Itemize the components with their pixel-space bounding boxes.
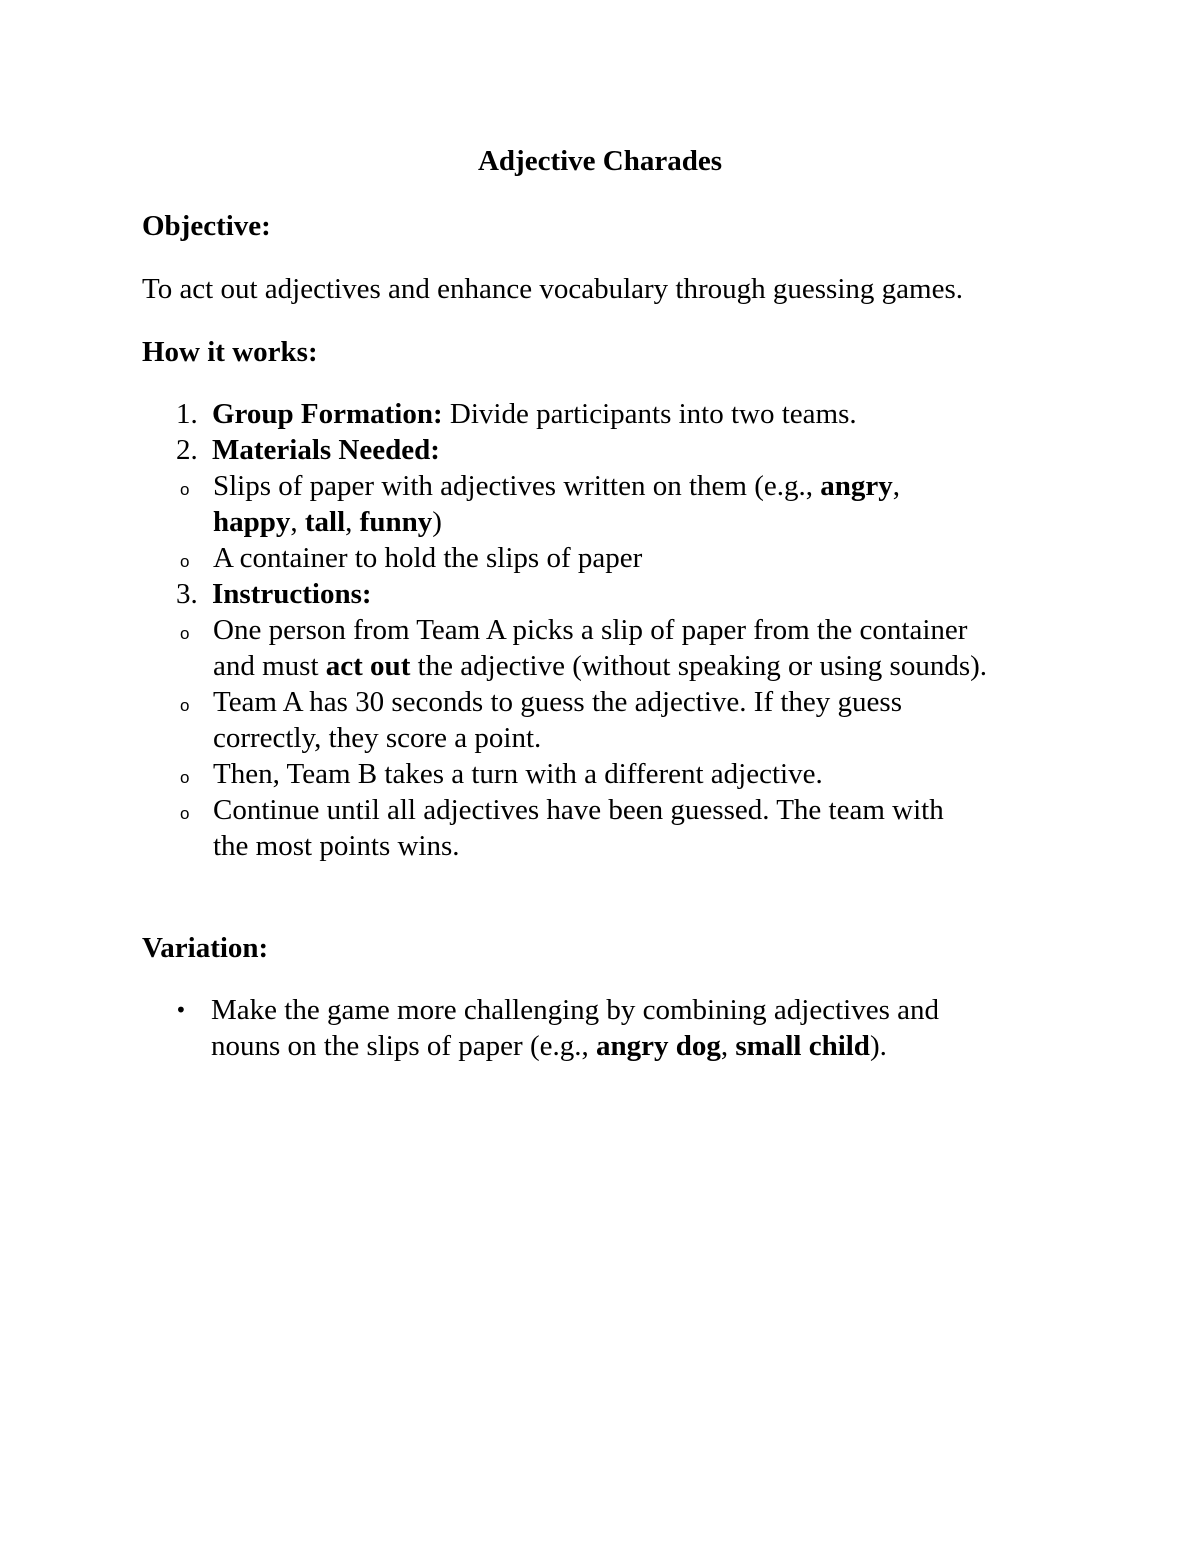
- circle-bullet-icon: o: [180, 696, 190, 715]
- circle-bullet-icon: o: [180, 624, 190, 643]
- bold-word: angry: [820, 470, 893, 502]
- step-label: Materials Needed:: [212, 434, 440, 466]
- item-text: Then, Team B takes a turn with a different adjective.: [213, 758, 823, 790]
- list-item: [142, 756, 1003, 792]
- item-text: ,: [720, 1030, 736, 1062]
- variation-heading: Variation:: [142, 932, 269, 964]
- item-text: ,: [345, 506, 360, 538]
- list-item: [142, 540, 913, 576]
- step-label: Group Formation:: [212, 398, 443, 430]
- objective-heading: Objective:: [142, 210, 271, 242]
- how-it-works-heading: How it works:: [142, 336, 318, 368]
- list-item: [142, 468, 913, 540]
- circle-bullet-icon: o: [180, 480, 190, 499]
- step-number: 3.: [176, 578, 198, 610]
- bold-word: small child: [735, 1030, 870, 1062]
- item-text: ): [432, 506, 442, 538]
- list-item: [142, 612, 1003, 684]
- list-item: [142, 992, 1011, 1064]
- materials-list: [142, 468, 1082, 576]
- step-number: 1.: [176, 398, 198, 430]
- item-text: Slips of paper with adjectives written on them (e.g.,: [213, 470, 821, 502]
- item-text: ,: [290, 506, 305, 538]
- item-text: One person from Team A picks a slip of paper from the container and must: [213, 614, 968, 682]
- circle-bullet-icon: o: [180, 552, 190, 571]
- list-item: [142, 792, 953, 864]
- item-text: A container to hold the slips of paper: [213, 542, 643, 574]
- variation-list: [142, 992, 1042, 1064]
- list-item: [142, 684, 943, 756]
- step-item-2: [142, 432, 1082, 468]
- step-number: 2.: [176, 434, 198, 466]
- item-text: Team A has 30 seconds to guess the adjective. If they guess correctly, they score a point.: [213, 686, 902, 754]
- circle-bullet-icon: o: [180, 804, 190, 823]
- bold-word: act out: [325, 650, 411, 682]
- document-title: Adjective Charades: [477, 145, 723, 177]
- bold-word: funny: [359, 506, 433, 538]
- step-label: Instructions:: [212, 578, 372, 610]
- item-text: ).: [869, 1030, 887, 1062]
- objective-text: To act out adjectives and enhance vocabulary through guessing games.: [142, 273, 963, 305]
- bold-word: angry dog: [596, 1030, 721, 1062]
- step-item-3: [142, 576, 1082, 612]
- bold-word: happy: [213, 506, 291, 538]
- item-text: Continue until all adjectives have been guessed. The team with the most points wins.: [213, 794, 944, 862]
- instructions-list: [142, 612, 1082, 864]
- circle-bullet-icon: o: [180, 768, 190, 787]
- item-text: Make the game more challenging by combining adjectives and nouns on the slips of paper (e.g.,: [211, 994, 939, 1062]
- bullet-dot-icon: •: [175, 998, 187, 1022]
- bold-word: tall: [304, 506, 346, 538]
- item-text: the adjective (without speaking or using sounds).: [410, 650, 988, 682]
- item-text: ,: [892, 470, 900, 502]
- step-text: Divide participants into two teams.: [442, 398, 857, 430]
- steps-list: [142, 396, 1082, 864]
- step-item-1: [142, 396, 1082, 432]
